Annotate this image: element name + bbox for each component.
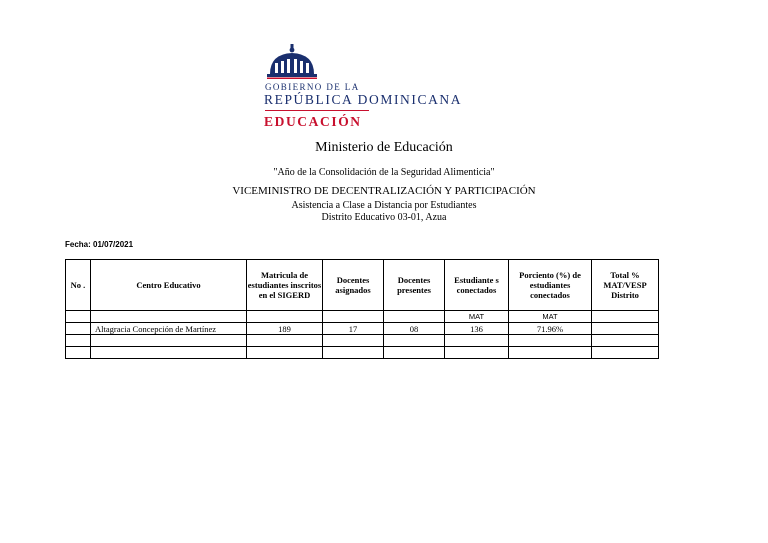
attendance-table — [65, 259, 659, 359]
header-docentes-asignados: Docentes asignados — [323, 260, 384, 311]
table-header-row — [66, 260, 659, 311]
empty-cell — [66, 347, 91, 359]
sub-cell — [66, 311, 91, 323]
empty-cell — [91, 347, 247, 359]
empty-cell — [592, 347, 659, 359]
empty-cell — [509, 347, 592, 359]
government-line-2: REPÚBLICA DOMINICANA — [264, 92, 463, 107]
empty-cell — [323, 335, 384, 347]
header-no: No . — [66, 260, 91, 311]
education-divider — [265, 110, 369, 111]
government-line-1: GOBIERNO DE LA — [265, 82, 360, 92]
district-label: Distrito Educativo 03-01, Azua — [321, 212, 447, 223]
sub-cell — [592, 311, 659, 323]
cell-docentes-presentes: 08 — [384, 323, 445, 335]
report-subtitle: Asistencia a Clase a Distancia por Estudiantes — [291, 200, 477, 211]
sub-cell — [323, 311, 384, 323]
table-row-empty — [66, 347, 659, 359]
cell-total — [592, 323, 659, 335]
header-estudiantes-conectados: Estudiante s conectados — [445, 260, 509, 311]
empty-cell — [247, 335, 323, 347]
year-motto: "Año de la Consolidación de la Seguridad Alimenticia" — [273, 167, 495, 178]
vice-ministry-title: VICEMINISTRO DE DECENTRALIZACIÓN Y PARTICIPACIÓN — [232, 185, 536, 197]
sub-cell — [247, 311, 323, 323]
government-seal-icon — [266, 44, 318, 80]
empty-cell — [91, 335, 247, 347]
cell-no — [66, 323, 91, 335]
empty-cell — [509, 335, 592, 347]
empty-cell — [592, 335, 659, 347]
empty-cell — [384, 335, 445, 347]
sub-cell — [91, 311, 247, 323]
empty-cell — [247, 347, 323, 359]
table-subheader-row — [66, 311, 659, 323]
header-centro-educativo: Centro Educativo — [91, 260, 247, 311]
ministry-title: Ministerio de Educación — [315, 140, 453, 155]
table-row — [66, 323, 659, 335]
header-matricula: Matricula de estudiantes inscritos en el SIGERD — [247, 260, 323, 311]
empty-cell — [445, 335, 509, 347]
sub-cell — [384, 311, 445, 323]
education-label: EDUCACIÓN — [264, 114, 362, 129]
report-date: Fecha: 01/07/2021 — [65, 240, 134, 249]
table-row-empty — [66, 335, 659, 347]
header-docentes-presentes: Docentes presentes — [384, 260, 445, 311]
sub-cell-mat: MAT — [445, 311, 509, 323]
header-porciento: Porciento (%) de estudiantes conectados — [509, 260, 592, 311]
cell-centro: Altagracia Concepción de Martínez — [91, 323, 247, 335]
cell-porciento: 71.96% — [509, 323, 592, 335]
empty-cell — [445, 347, 509, 359]
cell-estudiantes-conectados: 136 — [445, 323, 509, 335]
empty-cell — [384, 347, 445, 359]
header-total-distrito: Total % MAT/VESP Distrito — [592, 260, 659, 311]
empty-cell — [323, 347, 384, 359]
cell-matricula: 189 — [247, 323, 323, 335]
empty-cell — [66, 335, 91, 347]
cell-docentes-asignados: 17 — [323, 323, 384, 335]
sub-cell-mat: MAT — [509, 311, 592, 323]
